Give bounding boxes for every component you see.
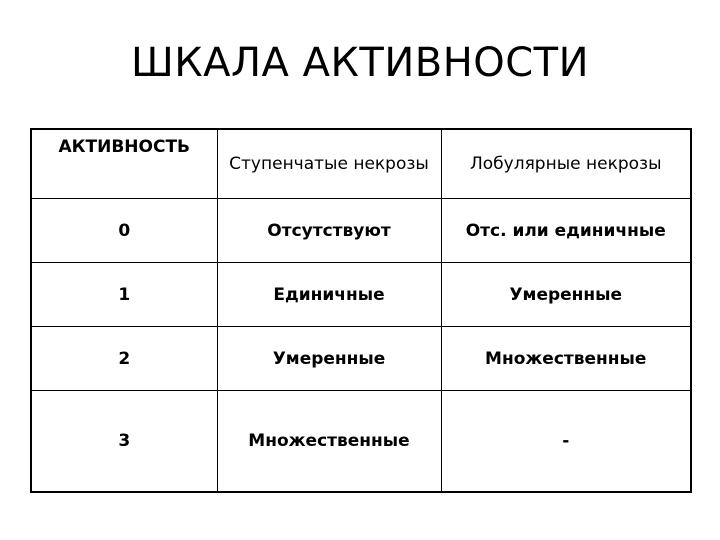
table-row (31, 199, 691, 263)
activity-scale-table (30, 128, 692, 493)
activity-level-cell: 3 (31, 391, 217, 493)
stepwise-necrosis-cell: Умеренные (217, 327, 441, 391)
table-row (31, 391, 691, 493)
lobular-necrosis-cell: - (441, 391, 691, 493)
table-row (31, 327, 691, 391)
stepwise-necrosis-cell: Отсутствуют (217, 199, 441, 263)
lobular-necrosis-cell: Множественные (441, 327, 691, 391)
table-header-row (31, 129, 691, 199)
activity-level-cell: 1 (31, 263, 217, 327)
activity-level-cell: 0 (31, 199, 217, 263)
stepwise-necrosis-cell: Множественные (217, 391, 441, 493)
header-lobular-necrosis: Лобулярные некрозы (441, 129, 691, 199)
slide-title: ШКАЛА АКТИВНОСТИ (130, 40, 590, 86)
header-activity: АКТИВНОСТЬ (31, 129, 217, 199)
table-row (31, 263, 691, 327)
stepwise-necrosis-cell: Единичные (217, 263, 441, 327)
lobular-necrosis-cell: Умеренные (441, 263, 691, 327)
header-stepwise-necrosis: Ступенчатые некрозы (217, 129, 441, 199)
activity-level-cell: 2 (31, 327, 217, 391)
lobular-necrosis-cell: Отс. или единичные (441, 199, 691, 263)
